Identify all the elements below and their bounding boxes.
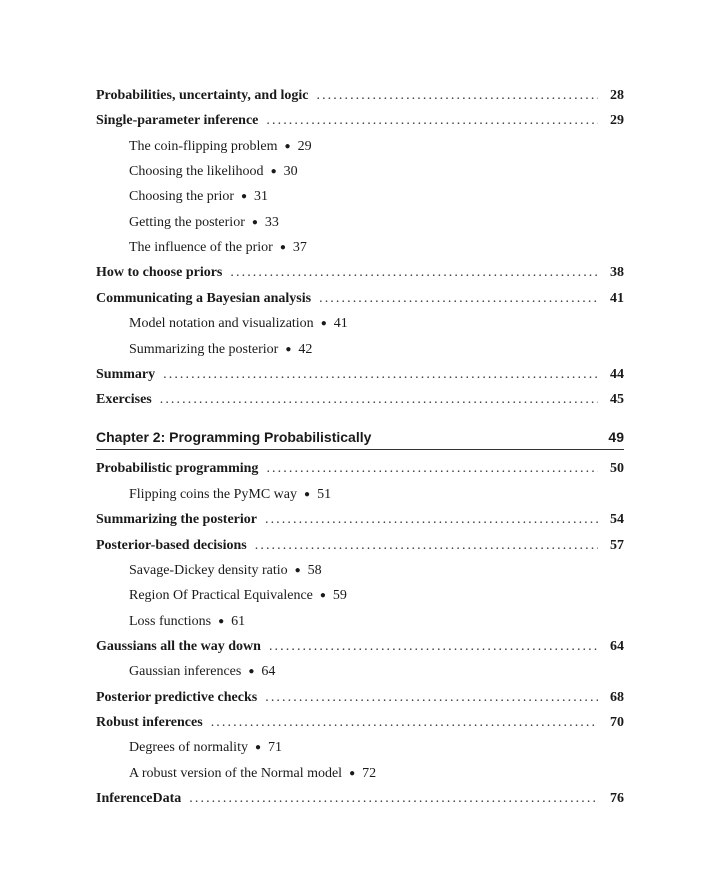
toc-subsection-entry[interactable] (129, 164, 298, 180)
section-title: Probabilistic programming (96, 461, 259, 476)
page-number: 45 (610, 392, 624, 407)
dot-leader (269, 639, 598, 656)
page-number: 41 (610, 291, 624, 306)
toc-section-entry[interactable] (96, 291, 624, 308)
dot-leader (266, 461, 598, 478)
subsection-title: Summarizing the posterior (129, 342, 279, 357)
bullet-separator: ● (248, 666, 255, 677)
subsection-title: Flipping coins the PyMC way (129, 487, 298, 502)
page-number: 54 (610, 512, 624, 527)
toc-subsection-entry[interactable] (129, 342, 312, 358)
toc-section-entry[interactable] (96, 265, 624, 282)
section-title: How to choose priors (96, 265, 223, 280)
page-number: 33 (264, 215, 279, 230)
section-title: Robust inferences (96, 715, 203, 730)
page-number: 49 (608, 429, 624, 445)
page-number: 58 (307, 563, 322, 578)
toc-section-entry[interactable] (96, 461, 624, 478)
section-title: Posterior predictive checks (96, 690, 258, 705)
section-title: Summarizing the posterior (96, 512, 257, 527)
bullet-separator: ● (254, 742, 262, 753)
toc-section-entry[interactable] (96, 690, 624, 707)
bullet-separator: ● (320, 318, 327, 329)
subsection-title: Getting the posterior (129, 215, 245, 230)
toc-subsection-entry[interactable] (129, 189, 268, 205)
toc-subsection-entry[interactable] (129, 588, 347, 604)
subsection-title: The coin-flipping problem (129, 139, 278, 154)
subsection-title: Gaussian inferences (129, 664, 242, 679)
page-number: 50 (610, 461, 624, 476)
page-number: 44 (610, 367, 624, 382)
section-title: Communicating a Bayesian analysis (96, 291, 312, 306)
toc-section-entry[interactable] (96, 367, 624, 384)
toc-section-entry[interactable] (96, 791, 624, 808)
bullet-separator: ● (349, 768, 356, 779)
page-number: 28 (610, 88, 624, 103)
chapter-title: Chapter 2: Programming Probabilistically (96, 429, 372, 445)
section-title: Probabilities, uncertainty, and logic (96, 88, 309, 103)
page-number: 72 (362, 766, 377, 781)
dot-leader (255, 538, 598, 555)
dot-leader (189, 791, 598, 808)
page-number: 64 (610, 639, 624, 654)
section-title: InferenceData (96, 791, 182, 806)
toc-subsection-entry[interactable] (129, 766, 376, 782)
page-number: 31 (254, 189, 269, 204)
bullet-separator: ● (218, 616, 225, 627)
dot-leader (319, 291, 598, 308)
toc-section-entry[interactable] (96, 538, 624, 555)
page-number: 41 (333, 316, 348, 331)
dot-leader (266, 113, 598, 130)
section-title: Single-parameter inference (96, 113, 259, 128)
bullet-separator: ● (285, 344, 292, 355)
toc-subsection-entry[interactable] (129, 316, 348, 332)
bullet-separator: ● (279, 242, 286, 253)
toc-subsection-entry[interactable] (129, 487, 331, 503)
subsection-title: A robust version of the Normal model (129, 766, 343, 781)
page-number: 68 (610, 690, 624, 705)
bullet-separator: ● (241, 191, 248, 202)
toc-subsection-entry[interactable] (129, 563, 322, 579)
page-number: 42 (298, 342, 313, 357)
subsection-title: Region Of Practical Equivalence (129, 588, 313, 603)
toc-subsection-entry[interactable] (129, 215, 279, 231)
toc-section-entry[interactable] (96, 512, 624, 529)
dot-leader (316, 88, 598, 105)
toc-subsection-entry[interactable] (129, 139, 312, 155)
page-number: 29 (297, 139, 312, 154)
page-number: 64 (261, 664, 276, 679)
bullet-separator: ● (294, 565, 301, 576)
dot-leader (265, 512, 598, 529)
section-title: Summary (96, 367, 156, 382)
dot-leader (230, 265, 598, 282)
page-number: 30 (283, 164, 298, 179)
page-number: 76 (610, 791, 624, 806)
bullet-separator: ● (319, 590, 326, 601)
page-number: 51 (317, 487, 332, 502)
toc-subsection-entry[interactable] (129, 740, 282, 756)
toc-subsection-entry[interactable] (129, 614, 245, 630)
toc-section-entry[interactable] (96, 715, 624, 732)
subsection-title: Degrees of normality (129, 740, 248, 755)
page-number: 61 (231, 614, 246, 629)
bullet-separator: ● (270, 166, 277, 177)
bullet-separator: ● (284, 141, 291, 152)
page-number: 37 (292, 240, 307, 255)
dot-leader (163, 367, 598, 384)
chapter-heading[interactable] (96, 429, 624, 450)
toc-section-entry[interactable] (96, 88, 624, 105)
section-title: Posterior-based decisions (96, 538, 247, 553)
dot-leader (265, 690, 598, 707)
toc-subsection-entry[interactable] (129, 664, 275, 680)
page-number: 70 (610, 715, 624, 730)
page-number: 29 (610, 113, 624, 128)
bullet-separator: ● (304, 489, 311, 500)
dot-leader (160, 392, 598, 409)
subsection-title: Savage-Dickey density ratio (129, 563, 288, 578)
toc-section-entry[interactable] (96, 392, 624, 409)
page-number: 38 (610, 265, 624, 280)
dot-leader (211, 715, 598, 732)
section-title: Gaussians all the way down (96, 639, 261, 654)
page-number: 57 (610, 538, 624, 553)
toc-section-entry[interactable] (96, 113, 624, 130)
page-number: 59 (332, 588, 347, 603)
page-number: 71 (268, 740, 283, 755)
subsection-title: Choosing the likelihood (129, 164, 264, 179)
section-title: Exercises (96, 392, 152, 407)
toc-subsection-entry[interactable] (129, 240, 307, 256)
subsection-title: Loss functions (129, 614, 212, 629)
subsection-title: The influence of the prior (129, 240, 273, 255)
bullet-separator: ● (251, 217, 258, 228)
subsection-title: Choosing the prior (129, 189, 234, 204)
toc-section-entry[interactable] (96, 639, 624, 656)
subsection-title: Model notation and visualization (129, 316, 314, 331)
